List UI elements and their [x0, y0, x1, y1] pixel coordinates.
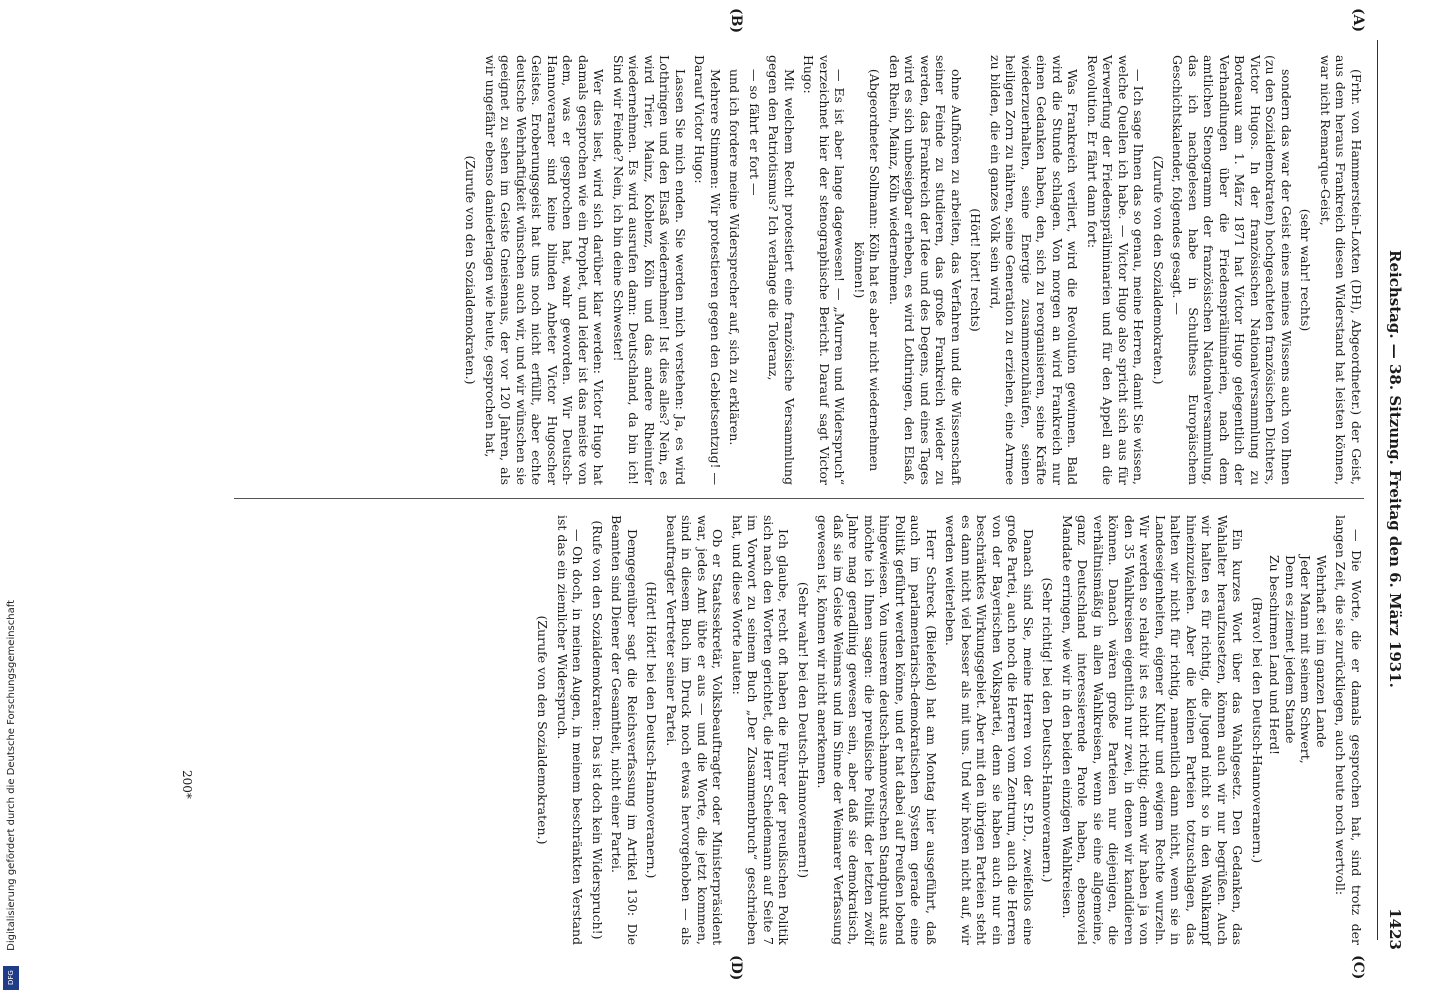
verse-line: Wehrhaft sei im ganzen Lande	[1314, 555, 1329, 748]
paragraph: — Oh doch, in meinen Augen, in meinem beschränkten Verstand ist das ein ziemlicher Widerspruch.	[555, 515, 586, 945]
paragraph: Demgegenüber sagt die Reichsverfassung im Artikel 130: Die Beamten sind Diener der Gesamtheit, nicht einer Partei.	[609, 515, 640, 945]
page-header	[1380, 40, 1404, 960]
left-column	[459, 55, 1364, 485]
paragraph: Wer dies liest, wird sich darüber klar werden: Victor Hugo hat damals gesprochen wie ein Prophet, und leider ist das meiste von dem, was er gesprochen hat, wahr geworden. Wir Deutsch-Hannoveraner sind keine blinden Anbeter Victor Hugoscher Geistes. Eroberungsgeist hat uns noch nicht erfüllt, aber echte deutsche Wehrhaftigkeit wünschen auch wir, und wir wünschen sie geeignet zu sehen im Geiste Gneisenaus, der vor 120 Jahren, als wir ungefähr ebenso daniederlagen wie heute, gesprochen hat,	[483, 55, 607, 485]
header-page-number: 1423	[1386, 908, 1404, 950]
quote: ohne Aufhören zu arbeiten, das Verfahren und die Wissenschaft seiner Feinde zu studieren, das große Frankreich wieder zu werden, das Frankreich der Idee und des Degens, und eines Tages wird es sich unbesiegbar erheben, es wird Lothringen, den Elsaß, den Rhein, Mainz, Köln wiedernehmen.	[887, 55, 964, 485]
paragraph: Ich glaube, recht oft haben die Führer der preußischen Politik sich nach den Worten gerichtet, die Herr Scheidemann auf Seite 7 im Vorwort zu seinem Buch „Der Zusammenbruch“ geschrieben hat, und diese Worte lauten:	[730, 515, 792, 945]
quote: und ich fordere meine Widersprecher auf, sich zu erklären.	[727, 69, 743, 446]
quote: Mit welchem Recht protestiert eine französische Versammlung gegen den Patriotismus? Ich verlange die Toleranz,	[766, 55, 797, 485]
verse-line: Jeder Mann mit seinem Schwert,	[1298, 555, 1314, 764]
interjection: (sehr wahr! rechts)	[1298, 208, 1314, 332]
paragraph: Ein kurzes Wort über das Wahlgesetz. Den Gedanken, das Wahlalter heraufzusetzen, können auch wir nur begrüßen. Auch wir halten es für richtig, die Jugend nicht so in den Wahlkampf hineinzuziehen. Aber die kleinen Parteien totzuschlagen, das halten wir nicht für richtig, namentlich dann nicht, wenn sie in Landeseigenheiten, eigener Kultur und ewigem Rechte wurzeln. Wir werden so relativ ist es nicht richtig; denn wir haben ja von den 35 Wahlkreisen eigentlich nur zwei, in denen wir kandidieren können. Danach wären große Parteien nur diejenigen, die verhältnismäßig in allen Wahlkreisen, wenn sie eine allgemeine, ganz Deutschland interessierende Parole haben, ebensoviel Mandate erringen, wie wir in den beiden einzigen Wahlkreisen.	[1060, 515, 1246, 945]
right-column	[531, 515, 1364, 945]
interjection: (Zurufe von den Sozialdemokraten.)	[535, 615, 551, 845]
sheet-number: 200*	[180, 770, 194, 799]
interjection: (Rufe von den Sozialdemokraten: Das ist doch kein Widerspruch!)	[590, 520, 605, 940]
paragraph: Mehrere Stimmen: Wir protestieren gegen den Gebietsentzug! — Darauf Victor Hugo:	[692, 55, 723, 485]
interjection: (Zurufe von den Sozialdemokraten.)	[1151, 155, 1166, 385]
funding-note: Digitalisierung gefördert durch die Deutsche Forschungsgemeinschaft	[6, 600, 17, 951]
interjection: (Hört! hört! rechts)	[968, 208, 984, 332]
dfg-logo-icon: DFG	[3, 966, 19, 990]
funding-sidebar	[6, 600, 22, 990]
verse-line: Zu beschirmen Land und Herd!	[1267, 555, 1283, 755]
paragraph: — so fährt er fort —	[747, 69, 762, 196]
interjection: (Zurufe von den Sozialdemokraten.)	[463, 155, 479, 385]
column-divider	[234, 498, 1364, 499]
margin-marker-b: (B)	[728, 8, 744, 34]
quote: Was Frankreich verliert, wird die Revolution gewinnen. Bald wird die Stunde schlagen. Von morgen an wird Frankreich nur einen Gedanken haben, den, sich zu reorganisieren, seine Kräfte wiederzuerhalten, seine Energie zusammenzuhäufen, seinen heiligen Zorn zu nähren, seine Generation zu erziehen, eine Armee zu bilden, die ein ganzes Volk sein wird,	[988, 55, 1081, 485]
margin-marker-d: (D)	[728, 955, 744, 981]
interjection: (Abgeordneter Sollmann: Köln hat es aber nicht wiedernehmen können!)	[852, 68, 883, 472]
header-rule	[1377, 40, 1378, 940]
header-title: Reichstag. — 38. Sitzung. Freitag den 6. März 1931.	[1386, 250, 1404, 688]
paragraph: — Ich sage Ihnen das so genau, meine Herren, damit Sie wissen, welche Quellen ich habe. — Victor Hugo also spricht sich aus für Verwerfung der Friedenspräliminarien und für den Appell an die Revolution. Er fährt dann fort:	[1085, 55, 1147, 485]
margin-marker-a: (A)	[1350, 8, 1366, 33]
paragraph: Danach sind Sie, meine Herren von der S.P.D., zweifellos eine große Partei, auch noch die Herren vom Zentrum, auch die Herren von der Bayerischen Volkspartei, denn sie haben auch nur ein beschränktes Wirkungsgebiet. Aber mit den übrigen Parteien steht es dann nicht viel besser als mit uns. Und wir hören nicht auf, wir werden weiterleben.	[943, 515, 1036, 945]
interjection: (Hört! Hört! bei den Deutsch-Hannoveranern.)	[644, 581, 660, 879]
verse-line: Denn es ziemet jedem Stande	[1283, 555, 1298, 744]
quote: Ob er Staatssekretär, Volksbeauftragter oder Ministerpräsident war, jedes Amt übte er aus — und die Worte, die jetzt kommen, sind in diesem Buch im Druck noch etwas hervorgehoben — als beauftragter Vertreter seiner Partei.	[664, 515, 726, 945]
paragraph: (Frhr. von Hammerstein-Loxten (DH), Abgeordneter.) der Geist, aus dem heraus Frankreich diesen Widerstand hat leisten können, war nicht Remarque-Geist,	[1318, 55, 1364, 485]
interjection: (Bravo! bei den Deutsch-Hannoveranern.)	[1250, 596, 1265, 864]
paragraph: sondern das war der Geist eines meines Wissens auch von Ihnen (zu den Sozialdemokraten) hochgeachteten französischen Dichters, Victor Hugos. In der französischen Nationalversammlung zu Bordeaux am 1. März 1871 hat Victor Hugo gelegentlich der Verhandlungen über die Friedenspräliminarien, nach dem amtlichen Stenogramm der französischen Nationalversammlung, das ich nachgelesen habe in Schulthess Europäischem Geschichtskalender, folgendes gesagt. —	[1170, 55, 1294, 485]
paragraph: — Es ist aber lange dagewesen! — „Murren und Widerspruch“ verzeichnet hier der stenographische Bericht. Darauf sagt Victor Hugo:	[801, 55, 848, 485]
interjection: (Sehr richtig! bei den Deutsch-Hannoveranern.)	[1040, 577, 1056, 883]
margin-marker-c: (C)	[1350, 955, 1366, 980]
quote: Lassen Sie mich enden. Sie werden mich verstehen: Ja, es wird Lothringen und den Elsaß wiedernehmen! Ist dies alles? Nein, es wird Trier, Mainz, Koblenz, Köln und das andere Rheinufer wiedernehmen. Es wird ausrufen dann: Deutschland, da bin ich! Sind wir Feinde? Nein, ich bin deine Schwester!	[611, 55, 688, 485]
paragraph: — Die Worte, die er damals gesprochen hat, sind trotz der langen Zeit, die sie zurückliegen, auch heute noch wertvoll:	[1333, 515, 1364, 945]
interjection: (Sehr wahr! bei den Deutsch-Hannoveranern!)	[796, 581, 811, 879]
paragraph: Herr Schreck (Bielefeld) hat am Montag hier ausgeführt, daß auch im parlamentarisch-demokratischen System gerade eine Politik geführt werden könne, und er hat dabei auf Preußen lobend hingewiesen. Von unserem deutsch-hannoverschen Standpunkt aus möchte ich Ihnen sagen: die preußische Politik der letzten zwölf Jahre mag geradlinig gewesen sein, aber daß sie demokratisch, daß sie im Geiste Weimars und im Sinne der Weimarer Verfassung gewesen ist, können wir nicht anerkennen.	[815, 515, 939, 945]
